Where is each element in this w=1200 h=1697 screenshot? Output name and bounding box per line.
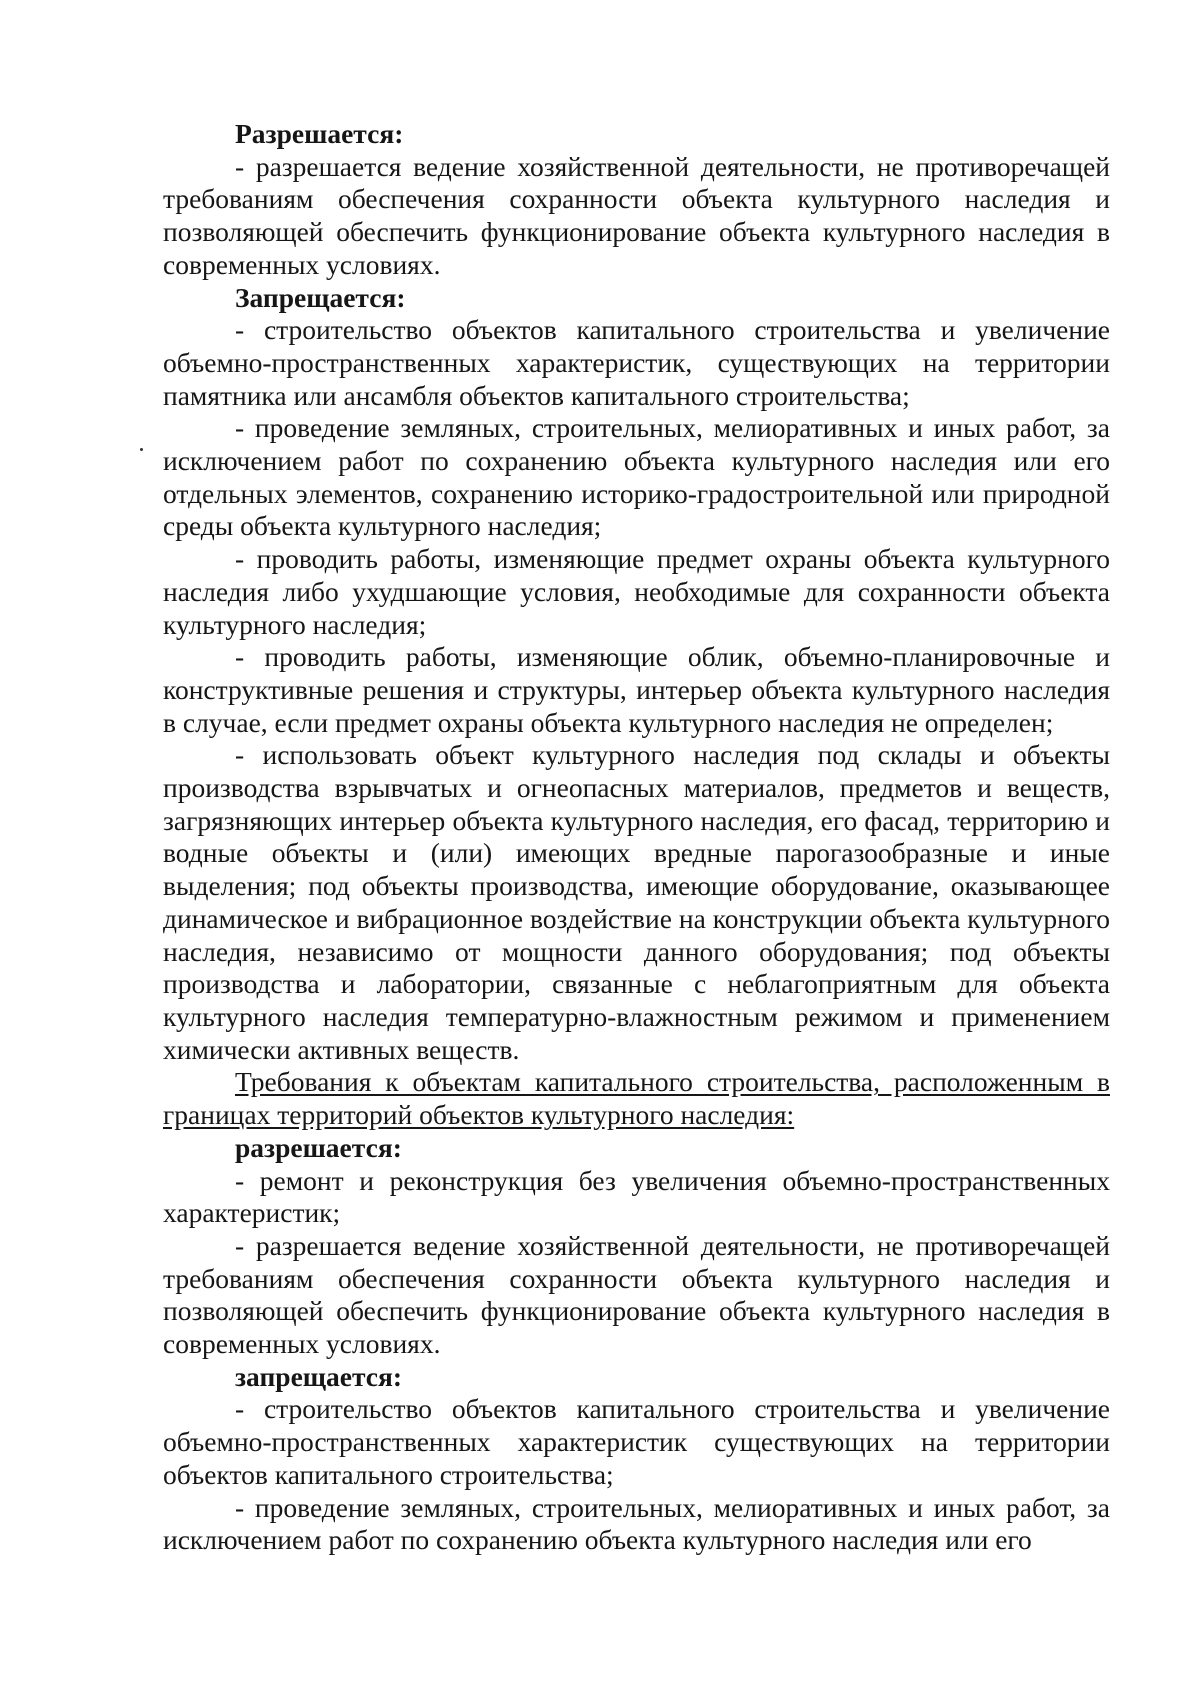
paragraph: - строительство объектов капитального строительства и увеличение объемно-пространственных характеристик существующих на территории объектов капитального строительства; (163, 1393, 1110, 1490)
document-body (163, 118, 1110, 1557)
paragraph: - разрешается ведение хозяйственной деятельности, не противоречащей требованиям обеспечения сохранности объекта культурного наследия и позволяющей обеспечить функционирование объекта культурного наследия в современных условиях. (163, 1229, 1110, 1360)
paragraph: - проведение земляных, строительных, мелиоративных и иных работ, за исключением работ по сохранению объекта культурного наследия или его отдельных элементов, сохранению историко-градостроительной или природной среды объекта культурного наследия; (163, 412, 1110, 542)
paragraph: - проводить работы, изменяющие облик, объемно-планировочные и конструктивные решения и структуры, интерьер объекта культурного наследия в случае, если предмет охраны объекта культурного наследия не определен; (163, 641, 1110, 738)
subheading-prohibited: запрещается: (235, 1360, 403, 1392)
paragraph: - ремонт и реконструкция без увеличения объемно-пространственных характеристик; (163, 1164, 1110, 1229)
subheading-allowed: разрешается: (235, 1131, 402, 1163)
paragraph: - использовать объект культурного наследия под склады и объекты производства взрывчатых и огнеопасных материалов, предметов и веществ, загрязняющих интерьер объекта культурного наследия, его фасад, территорию и водные объекты и (или) имеющих вредные парогазообразные и иные выделения; под объекты производства, имеющие оборудование, оказывающее динамическое и вибрационное воздействие на конструкции объекта культурного наследия, независимо от мощности данного оборудования; под объекты производства и лаборатории, связанные с неблагоприятным для объекта культурного наследия температурно-влажностным режимом и применением химически активных веществ. (163, 739, 1110, 1065)
requirements-title: Требования к объектам капитального строительства, расположенным в границах территорий объектов культурного наследия: (163, 1066, 1110, 1131)
scan-speck (140, 448, 143, 451)
paragraph: - разрешается ведение хозяйственной деятельности, не противоречащей требованиям обеспечения сохранности объекта культурного наследия и позволяющей обеспечить функционирование объекта культурного наследия в современных условиях. (163, 150, 1110, 280)
heading-prohibited: Запрещается: (235, 281, 406, 313)
paragraph: - строительство объектов капитального строительства и увеличение объемно-пространственных характеристик, существующих на территории памятника или ансамбля объектов капитального строительства; (163, 314, 1110, 411)
paragraph: - проведение земляных, строительных, мелиоративных и иных работ, за исключением работ по сохранению объекта культурного наследия или его (163, 1491, 1110, 1556)
paragraph: - проводить работы, изменяющие предмет охраны объекта культурного наследия либо ухудшающие условия, необходимые для сохранности объекта культурного наследия; (163, 543, 1110, 640)
heading-allowed: Разрешается: (235, 118, 404, 149)
